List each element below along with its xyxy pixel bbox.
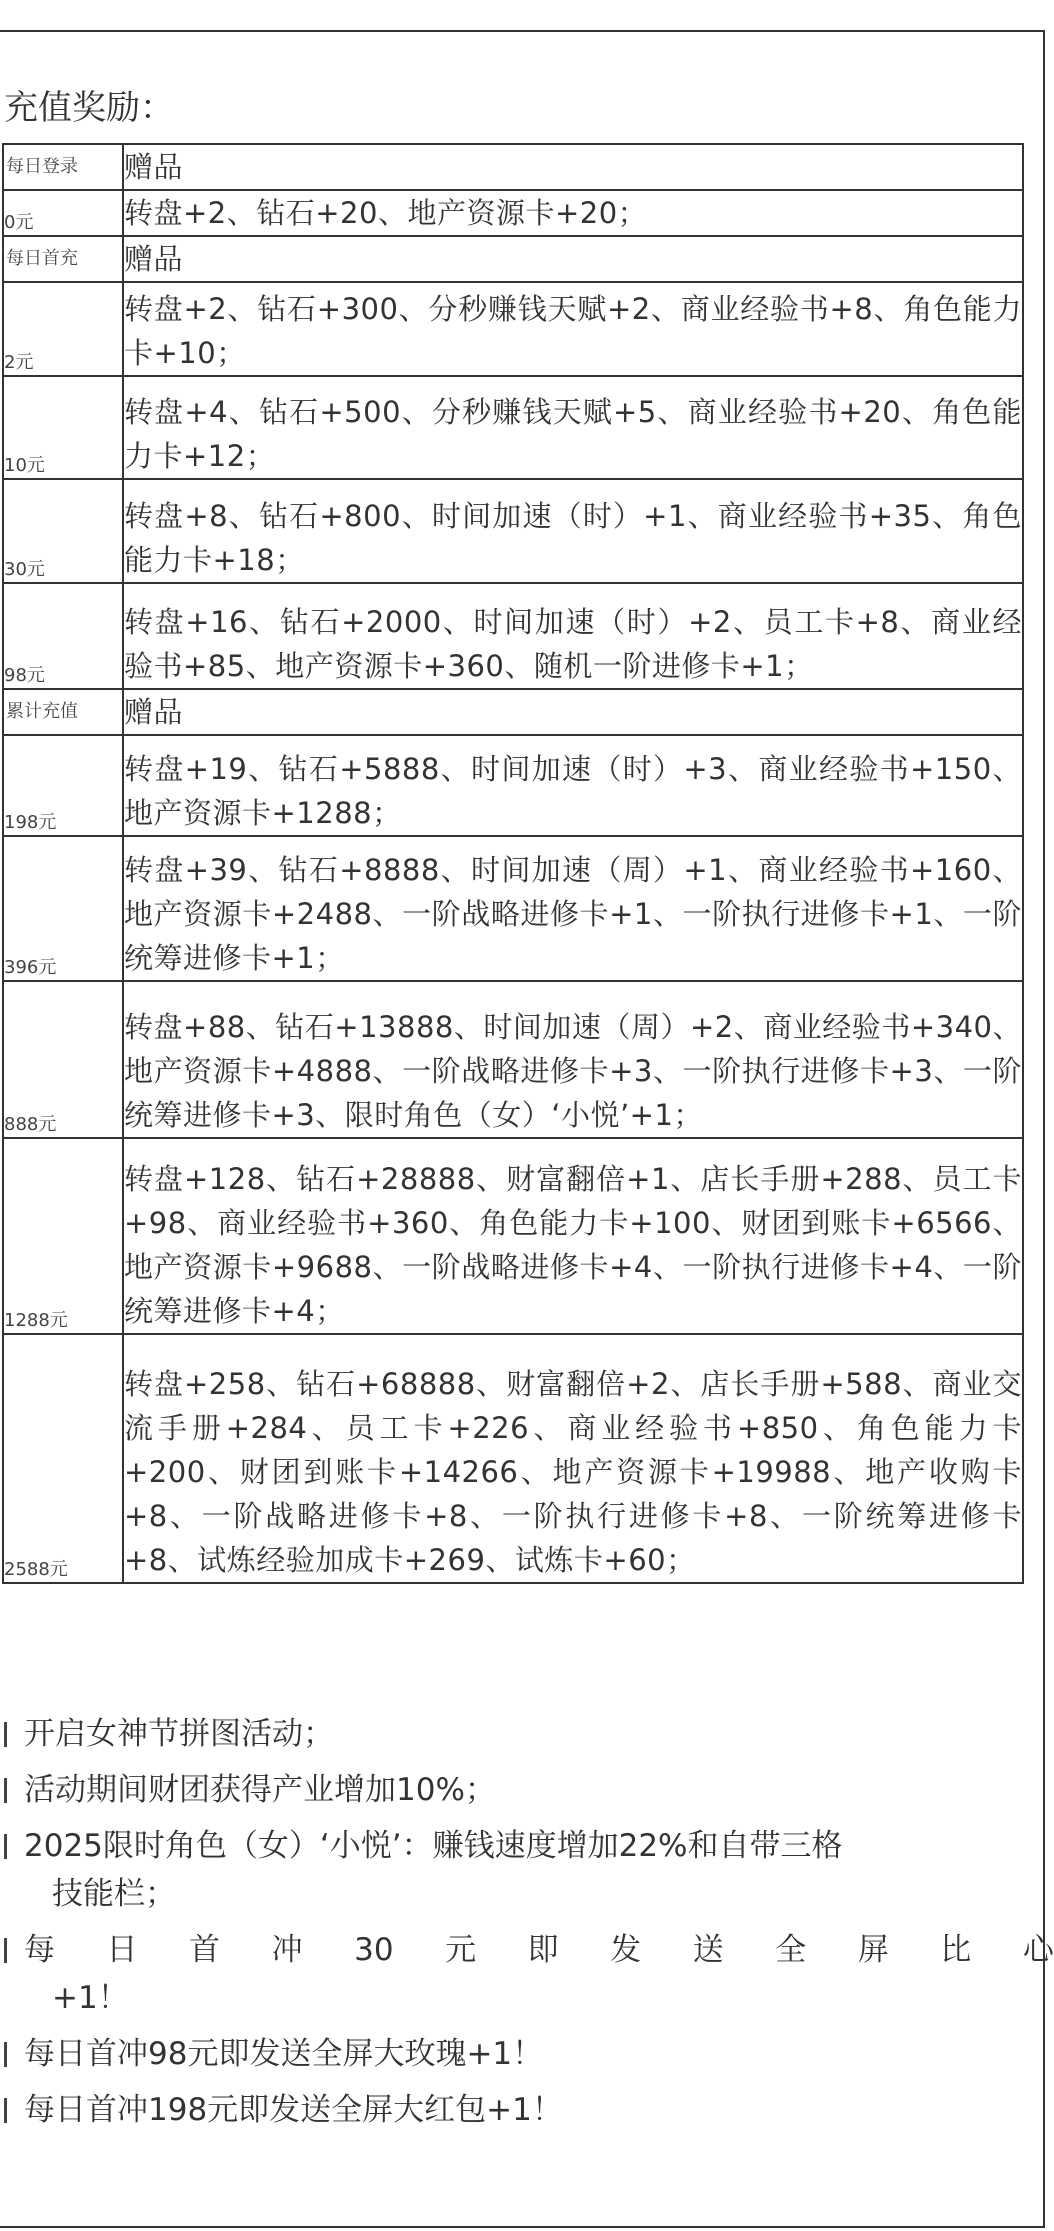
table-row — [3, 190, 1023, 236]
bullet-bar — [4, 1834, 7, 1859]
note-text: 开启女神节拼图活动； — [24, 1716, 334, 1752]
rewards-table — [2, 143, 1024, 1584]
tier-rewards: 转盘+2、钻石+20、地产资源卡+20； — [123, 190, 1023, 236]
note-text: 每日首冲198元即发送全屏大红包+1！ — [24, 2092, 563, 2128]
tier-rewards: 转盘+4、钻石+500、分秒赚钱天赋+5、商业经验书+20、角色能力卡+12； — [123, 376, 1023, 479]
note-text-spread — [24, 1926, 1054, 1974]
tier-rewards: 转盘+2、钻石+300、分秒赚钱天赋+2、商业经验书+8、角色能力卡+10； — [123, 282, 1023, 376]
bullet-bar — [4, 1778, 7, 1803]
note-item — [0, 2086, 1040, 2134]
event-notes — [0, 1710, 1054, 2142]
tier-rewards: 转盘+8、钻石+800、时间加速（时）+1、商业经验书+35、角色能力卡+18； — [123, 479, 1023, 583]
note-item — [0, 1822, 1040, 1918]
section-title: 充值奖励： — [4, 88, 174, 128]
note-text-continued: 技能栏； — [52, 1876, 176, 1912]
tier-rewards: 转盘+258、钻石+68888、财富翻倍+2、店长手册+588、商业交流手册+284、员工卡+226、商业经验书+850、角色能力卡+200、财团到账卡+14266、地产资源卡+19988、地产收购卡+8、一阶战略进修卡+8、一阶执行进修卡+8、一阶统筹进修卡+8、试炼经验加成卡+269、试炼卡+60； — [123, 1334, 1023, 1583]
header-value: 赠品 — [123, 144, 1023, 190]
note-text: 2025限时角色（女）‘小悦’：赚钱速度增加22%和自带三格 — [24, 1828, 843, 1864]
header-label: 累计充值 — [3, 689, 123, 735]
note-item — [0, 1926, 1054, 2022]
tier-label: 198元 — [3, 735, 123, 836]
tier-rewards: 转盘+16、钻石+2000、时间加速（时）+2、员工卡+8、商业经验书+85、地产资源卡+360、随机一阶进修卡+1； — [123, 583, 1023, 689]
note-text-continued: +1！ — [52, 1980, 129, 2016]
note-glyph: 比 — [940, 1932, 972, 1968]
tier-rewards: 转盘+128、钻石+28888、财富翻倍+1、店长手册+288、员工卡+98、商业经验书+360、角色能力卡+100、财团到账卡+6566、地产资源卡+9688、一阶战略进修卡+4、一阶执行进修卡+4、一阶统筹进修卡+4； — [123, 1138, 1023, 1334]
note-glyph: 全 — [775, 1932, 807, 1968]
tier-label: 10元 — [3, 376, 123, 479]
bullet-bar — [4, 1938, 7, 1963]
tier-rewards: 转盘+19、钻石+5888、时间加速（时）+3、商业经验书+150、地产资源卡+1288； — [123, 735, 1023, 836]
table-row — [3, 282, 1023, 376]
tier-rewards: 转盘+88、钻石+13888、时间加速（周）+2、商业经验书+340、地产资源卡+4888、一阶战略进修卡+3、一阶执行进修卡+3、一阶统筹进修卡+3、限时角色（女）‘小悦’+1； — [123, 981, 1023, 1138]
bullet-bar — [4, 2042, 7, 2067]
table-row — [3, 1334, 1023, 1583]
note-glyph: 送 — [692, 1932, 724, 1968]
header-label: 每日首充 — [3, 236, 123, 282]
note-glyph: 每 — [24, 1932, 55, 1968]
bullet-bar — [4, 1722, 7, 1747]
table-row — [3, 376, 1023, 479]
daily-login-header-row — [3, 144, 1023, 190]
header-label: 每日登录 — [3, 144, 123, 190]
table-row — [3, 981, 1023, 1138]
tier-label: 2元 — [3, 282, 123, 376]
note-glyph: 30 — [354, 1932, 394, 1968]
note-glyph: 即 — [527, 1932, 559, 1968]
tier-label: 396元 — [3, 836, 123, 981]
header-value: 赠品 — [123, 236, 1023, 282]
note-glyph: 首 — [189, 1932, 221, 1968]
note-glyph: 冲 — [271, 1932, 303, 1968]
table-row — [3, 735, 1023, 836]
table-row — [3, 836, 1023, 981]
daily-first-header-row — [3, 236, 1023, 282]
tier-label: 1288元 — [3, 1138, 123, 1334]
table-row — [3, 1138, 1023, 1334]
note-glyph: 心 — [1022, 1932, 1054, 1968]
tier-rewards: 转盘+39、钻石+8888、时间加速（周）+1、商业经验书+160、地产资源卡+2488、一阶战略进修卡+1、一阶执行进修卡+1、一阶统筹进修卡+1； — [123, 836, 1023, 981]
note-text: 每日首冲98元即发送全屏大玫瑰+1！ — [24, 2036, 544, 2072]
tier-label: 30元 — [3, 479, 123, 583]
bullet-bar — [4, 2098, 7, 2123]
note-glyph: 屏 — [857, 1932, 889, 1968]
note-item — [0, 1766, 1040, 1814]
tier-label: 98元 — [3, 583, 123, 689]
note-item — [0, 1710, 1040, 1758]
note-glyph: 发 — [610, 1932, 642, 1968]
tier-label: 888元 — [3, 981, 123, 1138]
note-text: 活动期间财团获得产业增加10%； — [24, 1772, 496, 1808]
tier-label: 2588元 — [3, 1334, 123, 1583]
note-glyph: 元 — [445, 1932, 477, 1968]
table-row — [3, 583, 1023, 689]
cumulative-header-row — [3, 689, 1023, 735]
header-value: 赠品 — [123, 689, 1023, 735]
tier-label: 0元 — [3, 190, 123, 236]
table-row — [3, 479, 1023, 583]
note-item — [0, 2030, 1040, 2078]
note-glyph: 日 — [106, 1932, 138, 1968]
